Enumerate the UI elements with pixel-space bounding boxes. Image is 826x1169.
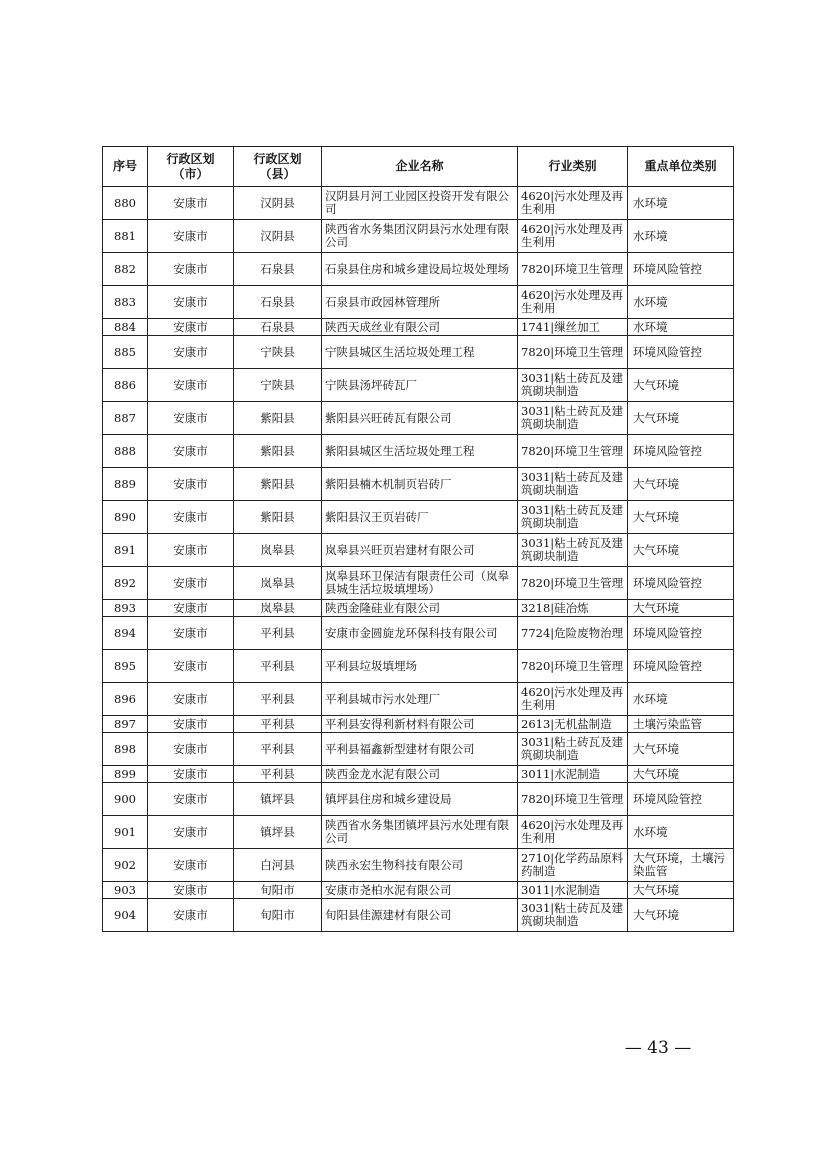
table-row: [103, 336, 734, 369]
cell-unit-category: 水环境: [628, 220, 734, 253]
cell-county: 旬阳市: [234, 899, 322, 932]
cell-city: 安康市: [148, 369, 234, 402]
table-row: [103, 286, 734, 319]
cell-unit-category: 大气环境: [628, 766, 734, 783]
cell-serial: 891: [103, 534, 148, 567]
cell-unit-category: 大气环境，土壤污染监管: [628, 849, 734, 882]
cell-unit-category: 大气环境: [628, 468, 734, 501]
cell-city: 安康市: [148, 501, 234, 534]
cell-county: 汉阴县: [234, 220, 322, 253]
cell-enterprise-name: 石泉县住房和城乡建设局垃圾处理场: [322, 253, 518, 286]
cell-city: 安康市: [148, 253, 234, 286]
cell-industry: 3031|粘土砖瓦及建筑砌块制造: [518, 402, 628, 435]
cell-city: 安康市: [148, 733, 234, 766]
cell-city: 安康市: [148, 435, 234, 468]
cell-county: 岚皋县: [234, 567, 322, 600]
cell-serial: 888: [103, 435, 148, 468]
cell-serial: 885: [103, 336, 148, 369]
cell-serial: 884: [103, 319, 148, 336]
cell-unit-category: 水环境: [628, 816, 734, 849]
cell-county: 白河县: [234, 849, 322, 882]
cell-enterprise-name: 陕西天成丝业有限公司: [322, 319, 518, 336]
cell-county: 汉阴县: [234, 187, 322, 220]
cell-unit-category: 环境风险管控: [628, 650, 734, 683]
cell-city: 安康市: [148, 600, 234, 617]
cell-enterprise-name: 平利县城市污水处理厂: [322, 683, 518, 716]
cell-enterprise-name: 平利县垃圾填埋场: [322, 650, 518, 683]
cell-unit-category: 水环境: [628, 683, 734, 716]
cell-serial: 902: [103, 849, 148, 882]
cell-industry: 3031|粘土砖瓦及建筑砌块制造: [518, 733, 628, 766]
table-row: [103, 567, 734, 600]
cell-industry: 4620|污水处理及再生利用: [518, 220, 628, 253]
cell-serial: 889: [103, 468, 148, 501]
cell-city: 安康市: [148, 849, 234, 882]
cell-county: 镇坪县: [234, 783, 322, 816]
cell-industry: 7820|环境卫生管理: [518, 783, 628, 816]
header-county: 行政区划 （县）: [234, 147, 322, 187]
cell-enterprise-name: 紫阳县兴旺砖瓦有限公司: [322, 402, 518, 435]
table-row: [103, 849, 734, 882]
cell-unit-category: 环境风险管控: [628, 253, 734, 286]
enterprise-table: [102, 146, 734, 932]
cell-industry: 7820|环境卫生管理: [518, 253, 628, 286]
cell-county: 平利县: [234, 766, 322, 783]
cell-city: 安康市: [148, 617, 234, 650]
table-row: [103, 716, 734, 733]
cell-county: 平利县: [234, 683, 322, 716]
cell-industry: 3011|水泥制造: [518, 882, 628, 899]
cell-enterprise-name: 岚皋县兴旺页岩建材有限公司: [322, 534, 518, 567]
cell-industry: 7820|环境卫生管理: [518, 567, 628, 600]
cell-industry: 7820|环境卫生管理: [518, 650, 628, 683]
page-number: — 43 —: [624, 1038, 692, 1058]
cell-city: 安康市: [148, 783, 234, 816]
cell-unit-category: 土壤污染监管: [628, 716, 734, 733]
cell-city: 安康市: [148, 766, 234, 783]
cell-industry: 4620|污水处理及再生利用: [518, 683, 628, 716]
cell-serial: 880: [103, 187, 148, 220]
header-industry: 行业类别: [518, 147, 628, 187]
cell-enterprise-name: 陕西省水务集团汉阴县污水处理有限公司: [322, 220, 518, 253]
cell-city: 安康市: [148, 683, 234, 716]
table-row: [103, 600, 734, 617]
cell-county: 镇坪县: [234, 816, 322, 849]
table-row: [103, 617, 734, 650]
cell-city: 安康市: [148, 716, 234, 733]
cell-industry: 7724|危险废物治理: [518, 617, 628, 650]
table-row: [103, 650, 734, 683]
cell-county: 平利县: [234, 650, 322, 683]
cell-unit-category: 水环境: [628, 286, 734, 319]
cell-enterprise-name: 镇坪县住房和城乡建设局: [322, 783, 518, 816]
cell-enterprise-name: 紫阳县汉王页岩砖厂: [322, 501, 518, 534]
cell-serial: 882: [103, 253, 148, 286]
cell-enterprise-name: 陕西永宏生物科技有限公司: [322, 849, 518, 882]
cell-unit-category: 大气环境: [628, 369, 734, 402]
cell-industry: 3031|粘土砖瓦及建筑砌块制造: [518, 501, 628, 534]
cell-city: 安康市: [148, 319, 234, 336]
table-row: [103, 882, 734, 899]
cell-unit-category: 大气环境: [628, 899, 734, 932]
table-row: [103, 402, 734, 435]
cell-industry: 4620|污水处理及再生利用: [518, 816, 628, 849]
cell-serial: 901: [103, 816, 148, 849]
cell-enterprise-name: 宁陕县汤坪砖瓦厂: [322, 369, 518, 402]
table-row: [103, 899, 734, 932]
cell-city: 安康市: [148, 650, 234, 683]
cell-serial: 886: [103, 369, 148, 402]
cell-unit-category: 水环境: [628, 187, 734, 220]
cell-city: 安康市: [148, 402, 234, 435]
cell-industry: 3031|粘土砖瓦及建筑砌块制造: [518, 899, 628, 932]
cell-serial: 890: [103, 501, 148, 534]
table-row: [103, 816, 734, 849]
cell-county: 宁陕县: [234, 336, 322, 369]
cell-enterprise-name: 汉阴县月河工业园区投资开发有限公司: [322, 187, 518, 220]
cell-serial: 883: [103, 286, 148, 319]
table-row: [103, 369, 734, 402]
cell-county: 紫阳县: [234, 435, 322, 468]
cell-enterprise-name: 陕西金龙水泥有限公司: [322, 766, 518, 783]
cell-serial: 898: [103, 733, 148, 766]
header-enterprise-name: 企业名称: [322, 147, 518, 187]
cell-unit-category: 大气环境: [628, 402, 734, 435]
cell-industry: 3031|粘土砖瓦及建筑砌块制造: [518, 369, 628, 402]
cell-county: 紫阳县: [234, 468, 322, 501]
table-row: [103, 468, 734, 501]
cell-county: 石泉县: [234, 286, 322, 319]
table-row: [103, 187, 734, 220]
cell-county: 宁陕县: [234, 369, 322, 402]
cell-serial: 893: [103, 600, 148, 617]
cell-serial: 892: [103, 567, 148, 600]
cell-county: 岚皋县: [234, 534, 322, 567]
table-row: [103, 220, 734, 253]
table-row: [103, 534, 734, 567]
cell-city: 安康市: [148, 816, 234, 849]
table-row: [103, 253, 734, 286]
header-unit-category: 重点单位类别: [628, 147, 734, 187]
cell-enterprise-name: 安康市尧柏水泥有限公司: [322, 882, 518, 899]
cell-city: 安康市: [148, 567, 234, 600]
cell-industry: 3031|粘土砖瓦及建筑砌块制造: [518, 468, 628, 501]
cell-city: 安康市: [148, 187, 234, 220]
header-city: 行政区划 （市）: [148, 147, 234, 187]
cell-enterprise-name: 平利县安得利新材料有限公司: [322, 716, 518, 733]
cell-city: 安康市: [148, 534, 234, 567]
cell-city: 安康市: [148, 336, 234, 369]
table-row: [103, 683, 734, 716]
cell-enterprise-name: 平利县福鑫新型建材有限公司: [322, 733, 518, 766]
table-row: [103, 783, 734, 816]
cell-county: 旬阳市: [234, 882, 322, 899]
cell-industry: 1741|缫丝加工: [518, 319, 628, 336]
table-row: [103, 733, 734, 766]
cell-county: 平利县: [234, 716, 322, 733]
cell-city: 安康市: [148, 468, 234, 501]
cell-city: 安康市: [148, 220, 234, 253]
cell-unit-category: 大气环境: [628, 733, 734, 766]
table-row: [103, 435, 734, 468]
header-row: [103, 147, 734, 187]
cell-county: 紫阳县: [234, 402, 322, 435]
cell-unit-category: 环境风险管控: [628, 435, 734, 468]
cell-serial: 896: [103, 683, 148, 716]
cell-industry: 4620|污水处理及再生利用: [518, 286, 628, 319]
cell-industry: 3031|粘土砖瓦及建筑砌块制造: [518, 534, 628, 567]
cell-serial: 887: [103, 402, 148, 435]
cell-enterprise-name: 紫阳县楠木机制页岩砖厂: [322, 468, 518, 501]
cell-county: 平利县: [234, 733, 322, 766]
cell-county: 岚皋县: [234, 600, 322, 617]
cell-unit-category: 环境风险管控: [628, 783, 734, 816]
cell-unit-category: 水环境: [628, 319, 734, 336]
cell-county: 紫阳县: [234, 501, 322, 534]
cell-enterprise-name: 岚皋县环卫保洁有限责任公司（岚皋县城生活垃圾填埋场）: [322, 567, 518, 600]
cell-industry: 3011|水泥制造: [518, 766, 628, 783]
cell-industry: 2710|化学药品原料药制造: [518, 849, 628, 882]
cell-enterprise-name: 陕西省水务集团镇坪县污水处理有限公司: [322, 816, 518, 849]
cell-serial: 900: [103, 783, 148, 816]
table-row: [103, 319, 734, 336]
cell-serial: 903: [103, 882, 148, 899]
header-serial: 序号: [103, 147, 148, 187]
table-row: [103, 501, 734, 534]
cell-industry: 3218|硅冶炼: [518, 600, 628, 617]
cell-serial: 904: [103, 899, 148, 932]
cell-city: 安康市: [148, 882, 234, 899]
cell-industry: 2613|无机盐制造: [518, 716, 628, 733]
cell-enterprise-name: 旬阳县佳源建材有限公司: [322, 899, 518, 932]
cell-county: 石泉县: [234, 253, 322, 286]
cell-serial: 895: [103, 650, 148, 683]
cell-enterprise-name: 安康市金圆旋龙环保科技有限公司: [322, 617, 518, 650]
cell-city: 安康市: [148, 286, 234, 319]
table-row: [103, 766, 734, 783]
cell-serial: 899: [103, 766, 148, 783]
cell-serial: 881: [103, 220, 148, 253]
cell-unit-category: 环境风险管控: [628, 617, 734, 650]
cell-unit-category: 大气环境: [628, 534, 734, 567]
cell-enterprise-name: 宁陕县城区生活垃圾处理工程: [322, 336, 518, 369]
cell-unit-category: 环境风险管控: [628, 336, 734, 369]
cell-unit-category: 环境风险管控: [628, 567, 734, 600]
cell-city: 安康市: [148, 899, 234, 932]
cell-county: 石泉县: [234, 319, 322, 336]
cell-enterprise-name: 陕西金隆硅业有限公司: [322, 600, 518, 617]
cell-serial: 897: [103, 716, 148, 733]
cell-enterprise-name: 石泉县市政园林管理所: [322, 286, 518, 319]
cell-county: 平利县: [234, 617, 322, 650]
cell-serial: 894: [103, 617, 148, 650]
cell-unit-category: 大气环境: [628, 882, 734, 899]
cell-unit-category: 大气环境: [628, 501, 734, 534]
cell-industry: 4620|污水处理及再生利用: [518, 187, 628, 220]
cell-unit-category: 大气环境: [628, 600, 734, 617]
cell-industry: 7820|环境卫生管理: [518, 435, 628, 468]
cell-industry: 7820|环境卫生管理: [518, 336, 628, 369]
cell-enterprise-name: 紫阳县城区生活垃圾处理工程: [322, 435, 518, 468]
